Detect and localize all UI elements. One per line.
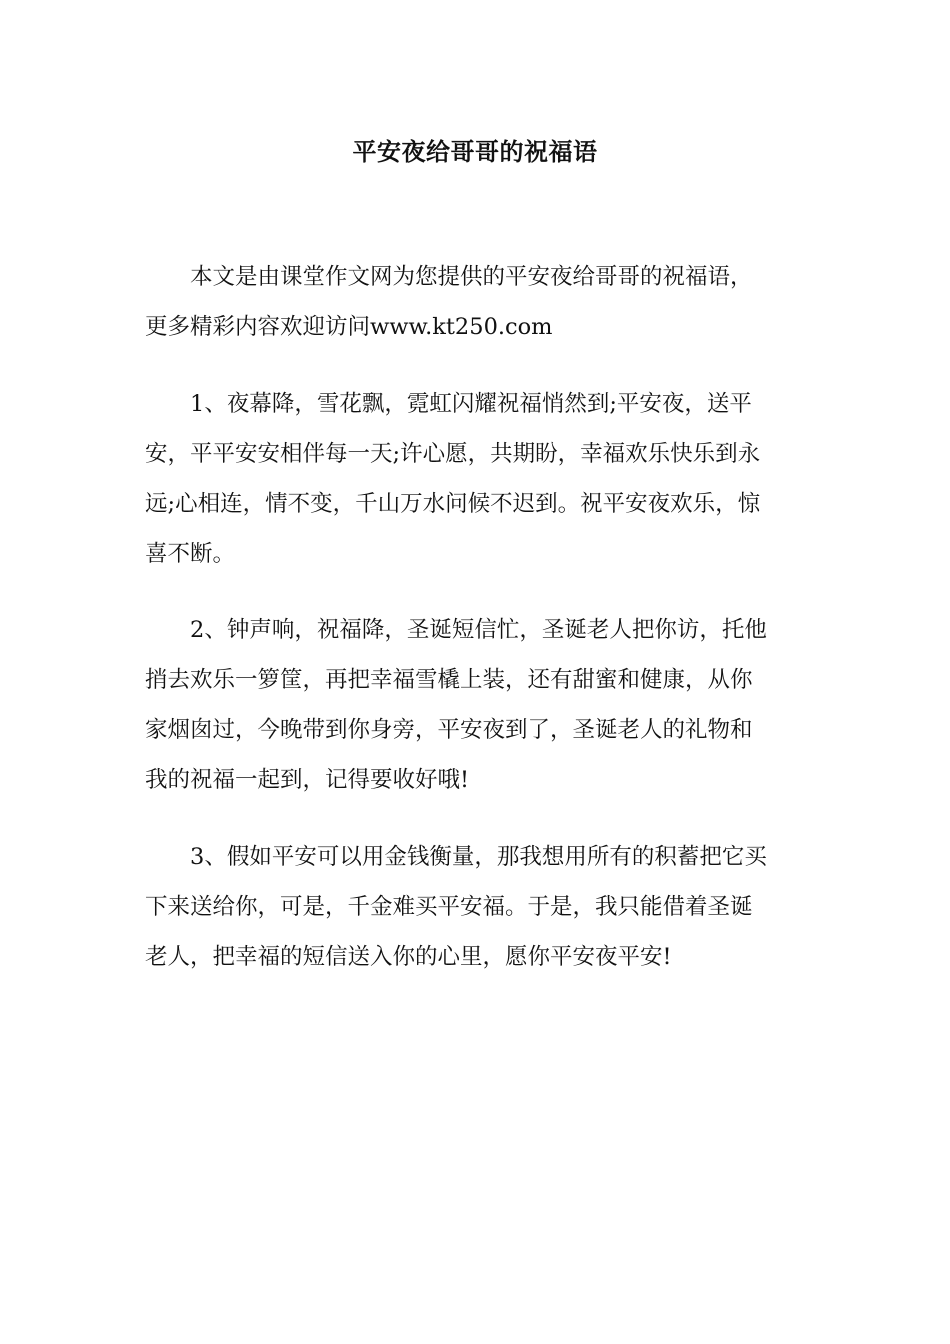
paragraph-line: 更多精彩内容欢迎访问www.kt250.com: [145, 314, 553, 340]
paragraph-wish-2: [145, 605, 810, 805]
paragraph-line: 捎去欢乐一箩筐，再把幸福雪橇上装，还有甜蜜和健康，从你: [145, 667, 753, 693]
document-body: [145, 252, 810, 1008]
paragraph-line: 喜不断。: [145, 540, 236, 567]
paragraph-line: 安，平平安安相伴每一天;许心愿，共期盼，幸福欢乐快乐到永: [145, 440, 761, 467]
paragraph-line: 1、夜幕降，雪花飘，霓虹闪耀祝福悄然到;平安夜，送平: [190, 390, 752, 417]
paragraph-line: 我的祝福一起到，记得要收好哦!: [145, 767, 470, 793]
paragraph-line: 本文是由课堂作文网为您提供的平安夜给哥哥的祝福语，: [190, 264, 753, 290]
paragraph-line: 老人，把幸福的短信送入你的心里，愿你平安夜平安!: [145, 943, 672, 970]
document-title: 平安夜给哥哥的祝福语: [352, 137, 598, 166]
paragraph-line: 下来送给你，可是，千金难买平安福。于是，我只能借着圣诞: [145, 893, 753, 920]
paragraph-line: 远;心相连，情不变，千山万水问候不迟到。祝平安夜欢乐，惊: [145, 490, 761, 517]
paragraph-line: 2、钟声响，祝福降，圣诞短信忙，圣诞老人把你访，托他: [190, 617, 767, 643]
paragraph-line: 家烟囱过，今晚带到你身旁，平安夜到了，圣诞老人的礼物和: [145, 717, 753, 743]
paragraph-wish-1: [145, 379, 810, 579]
paragraph-wish-3: [145, 832, 810, 982]
paragraph-line: 3、假如平安可以用金钱衡量，那我想用所有的积蓄把它买: [190, 843, 767, 870]
paragraph-intro: [145, 252, 810, 352]
